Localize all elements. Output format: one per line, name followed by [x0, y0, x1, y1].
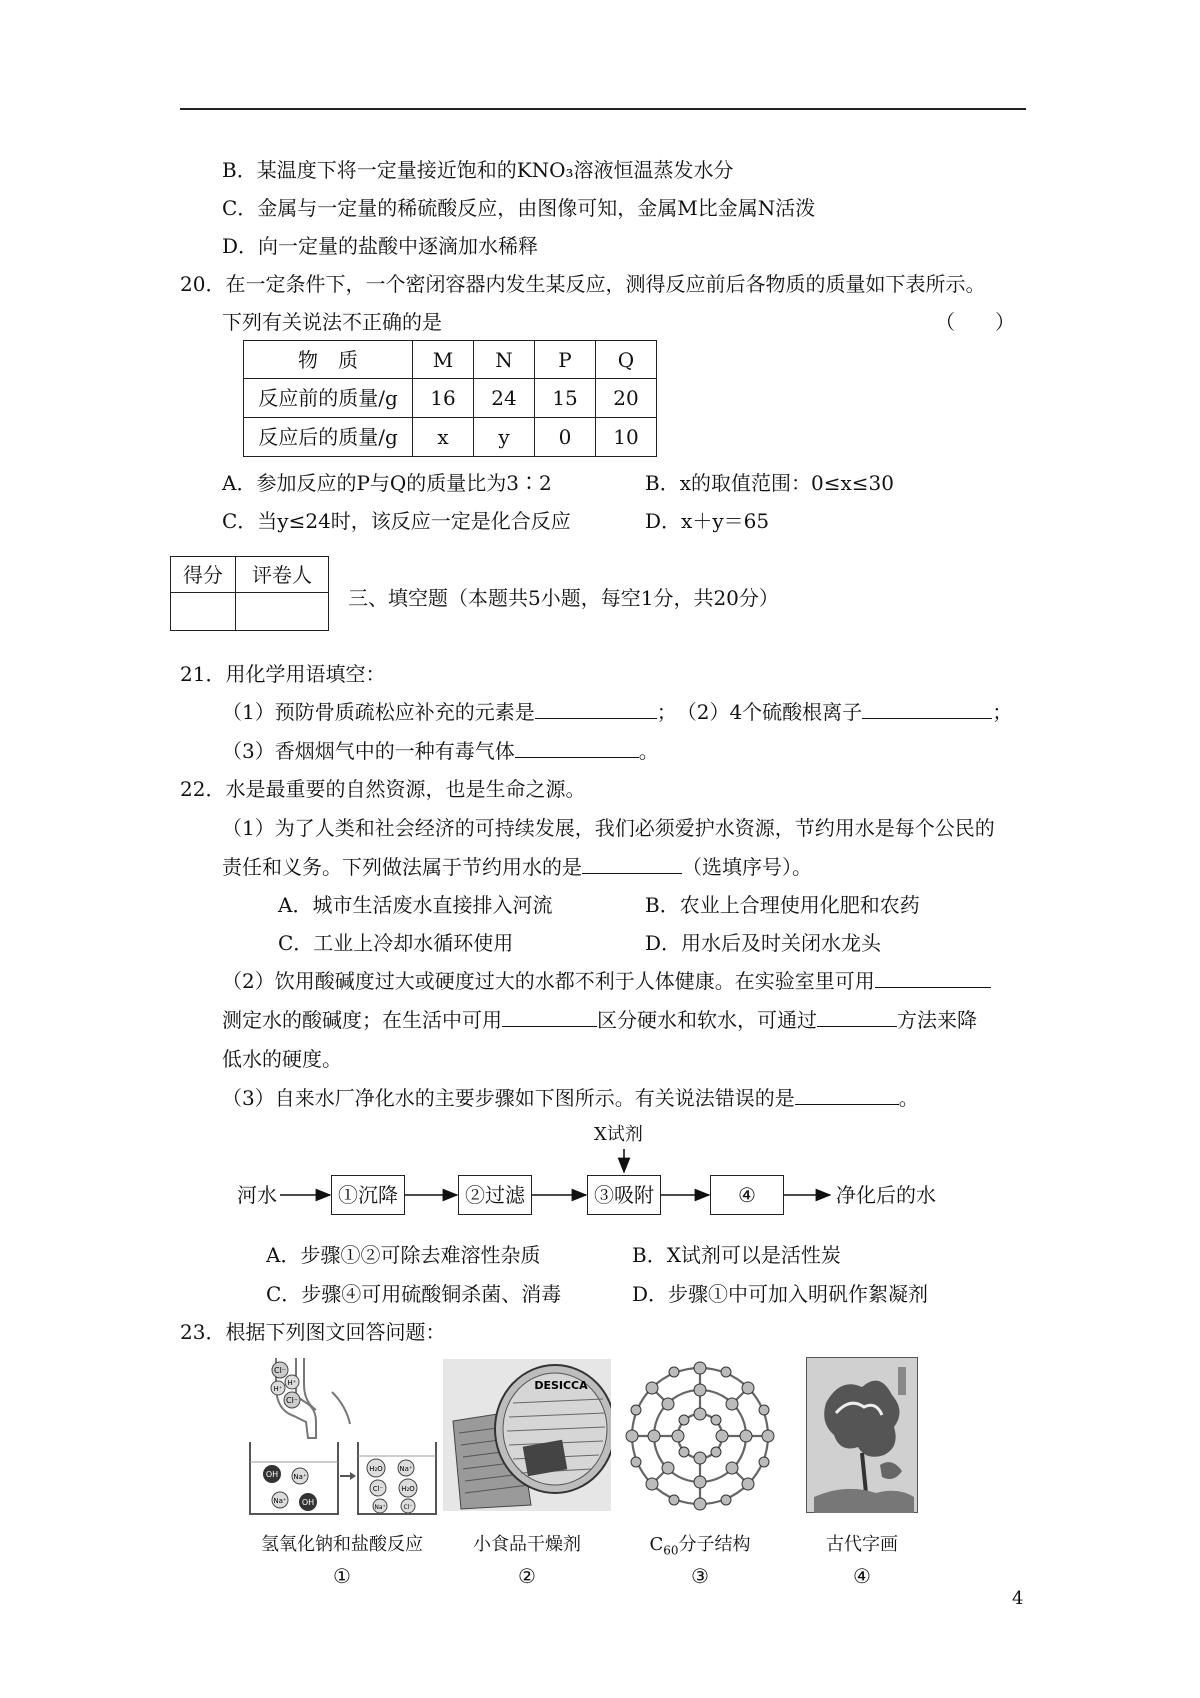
- caption-subscript: 60: [663, 1543, 679, 1558]
- q20-option-c: C．当y≤24时，该反应一定是化合反应: [222, 509, 571, 533]
- q23-stem: 23．根据下列图文回答问题：: [180, 1320, 446, 1344]
- ion-label-h: H⁺: [287, 1379, 297, 1387]
- q22-p1-option-a: A．城市生活废水直接排入河流: [278, 893, 553, 917]
- table-cell: 16: [413, 379, 474, 418]
- q21-part3-text: （3）香烟烟气中的一种有毒气体: [222, 739, 515, 763]
- ion-label-na: Na⁺: [399, 1465, 413, 1473]
- q22-p2-line2-mid: 区分硬水和软水，可通过: [597, 1008, 817, 1032]
- table-cell: 10: [596, 418, 657, 457]
- grader-label: 评卷人: [236, 557, 329, 593]
- figure-caption: [620, 1534, 780, 1558]
- q22-p3-option-b: B．X试剂可以是活性炭: [632, 1243, 841, 1267]
- desiccant-label: DESICCA: [534, 1379, 588, 1392]
- q22-p1-line2-text: 责任和义务。下列做法属于节约用水的是: [222, 855, 582, 879]
- q19-option-d: D．向一定量的盐酸中逐滴加水稀释: [222, 234, 539, 258]
- figure-number: ②: [518, 1564, 536, 1588]
- flow-step-4: ④: [710, 1175, 784, 1215]
- q21-part2-end: ；: [992, 700, 1013, 724]
- ion-label-cl: Cl⁻: [273, 1366, 287, 1375]
- figure-caption: 小食品干燥剂: [473, 1534, 581, 1555]
- score-label: 得分: [171, 557, 236, 593]
- table-cell: 反应前的质量/g: [244, 379, 413, 418]
- ion-label-cl: Cl⁻: [285, 1396, 299, 1405]
- q22-p3-option-c: C．步骤④可用硫酸铜杀菌、消毒: [266, 1282, 562, 1306]
- table-cell: 24: [474, 379, 535, 418]
- table-header-cell: M: [413, 341, 474, 379]
- molecule-label-h2o: H₂O: [401, 1485, 415, 1493]
- flow-reagent-label: X试剂: [594, 1124, 643, 1145]
- table-cell: 反应后的质量/g: [244, 418, 413, 457]
- table-cell: 0: [535, 418, 596, 457]
- q21-part1-text: （1）预防骨质疏松应补充的元素是: [222, 700, 535, 724]
- q22-p1-option-c: C．工业上冷却水循环使用: [278, 931, 514, 955]
- q22-p1-line2-end: （选填序号）。: [682, 855, 812, 879]
- q21-part2-text: ； （2）4个硫酸根离子: [656, 700, 863, 724]
- figure-caption: 古代字画: [826, 1534, 898, 1555]
- table-cell: 20: [596, 379, 657, 418]
- figure-number: ④: [853, 1564, 871, 1588]
- flow-source: 河水: [237, 1183, 277, 1207]
- q20-option-a: A．参加反应的P与Q的质量比为3∶2: [222, 471, 552, 495]
- flow-step-settling: ①沉降: [331, 1175, 405, 1215]
- q19-option-c: C．金属与一定量的稀硫酸反应，由图像可知，金属M比金属N活泼: [222, 196, 816, 220]
- q22-p1-option-d: D．用水后及时关闭水龙头: [645, 931, 882, 955]
- ion-label-na: Na⁺: [273, 1497, 287, 1505]
- table-header-cell: N: [474, 341, 535, 379]
- caption-rest: 分子结构: [678, 1534, 751, 1555]
- q22-p1-option-b: B．农业上合理使用化肥和农药: [645, 893, 920, 917]
- ion-label-cl: Cl⁻: [372, 1485, 384, 1493]
- figure-desiccant: [443, 1359, 611, 1511]
- table-cell: y: [474, 418, 535, 457]
- q22-p2-line3: 低水的硬度。: [222, 1047, 342, 1071]
- q22-p3-option-d: D．步骤①中可加入明矾作絮凝剂: [632, 1282, 929, 1306]
- table-cell: 15: [535, 379, 596, 418]
- figure-number: ③: [691, 1564, 709, 1588]
- figure-ancient-painting: [806, 1357, 918, 1513]
- q22-stem: 22．水是最重要的自然资源，也是生命之源。: [180, 777, 586, 801]
- q22-p3-end: 。: [898, 1086, 919, 1110]
- figure-number: ①: [333, 1564, 351, 1588]
- figure-neutralization: [246, 1356, 438, 1518]
- q20-option-d: D．x＋y＝65: [645, 509, 770, 533]
- table-header-cell: P: [535, 341, 596, 379]
- q22-p1-line1: （1）为了人类和社会经济的可持续发展，我们必须爱护水资源，节约用水是每个公民的: [222, 816, 995, 840]
- q22-p3-option-a: A．步骤①②可除去难溶性杂质: [266, 1243, 541, 1267]
- table-header-cell: 物 质: [244, 341, 413, 379]
- flow-step-adsorption: ③吸附: [587, 1175, 661, 1215]
- q22-p2-line1-text: （2）饮用酸碱度过大或硬度过大的水都不利于人体健康。在实验室里可用: [222, 969, 875, 993]
- page-number: 4: [1012, 1588, 1024, 1609]
- table-cell: x: [413, 418, 474, 457]
- q21-part3-end: 。: [638, 739, 659, 763]
- q20-stem-line1: 20．在一定条件下，一个密闭容器内发生某反应，测得反应前后各物质的质量如下表所示。: [180, 272, 986, 296]
- ion-label-na: Na⁺: [293, 1473, 307, 1481]
- ion-label-na: Na⁺: [374, 1504, 386, 1511]
- section-title: 三、填空题（本题共5小题，每空1分，共20分）: [348, 586, 779, 610]
- molecule-label-h2o: H₂O: [369, 1465, 383, 1473]
- ion-label-oh: OH: [265, 1470, 279, 1479]
- caption-carbon: C: [649, 1534, 664, 1555]
- q21-stem: 21．用化学用语填空：: [180, 662, 386, 686]
- figure-caption: 氢氧化钠和盐酸反应: [261, 1534, 423, 1555]
- q20-option-b: B．x的取值范围：0≤x≤30: [645, 471, 894, 495]
- q20-answer-paren: （ ）: [935, 310, 1015, 334]
- ion-label-h: H⁺: [273, 1385, 283, 1393]
- flow-end: 净化后的水: [836, 1183, 936, 1207]
- ion-label-oh: OH: [301, 1498, 315, 1507]
- table-header-cell: Q: [596, 341, 657, 379]
- q20-stem-line2: 下列有关说法不正确的是: [222, 310, 442, 334]
- flow-step-filtration: ②过滤: [458, 1175, 532, 1215]
- figure-c60-structure: [620, 1356, 780, 1516]
- q22-p2-line2-text: 测定水的酸碱度；在生活中可用: [222, 1008, 502, 1032]
- q22-p2-line2-end: 方法来降: [897, 1008, 977, 1032]
- q19-option-b: B．某温度下将一定量接近饱和的KNO₃溶液恒温蒸发水分: [222, 158, 734, 182]
- q22-p3-text: （3）自来水厂净化水的主要步骤如下图所示。有关说法错误的是: [222, 1086, 795, 1110]
- ion-label-cl: Cl⁻: [403, 1504, 413, 1511]
